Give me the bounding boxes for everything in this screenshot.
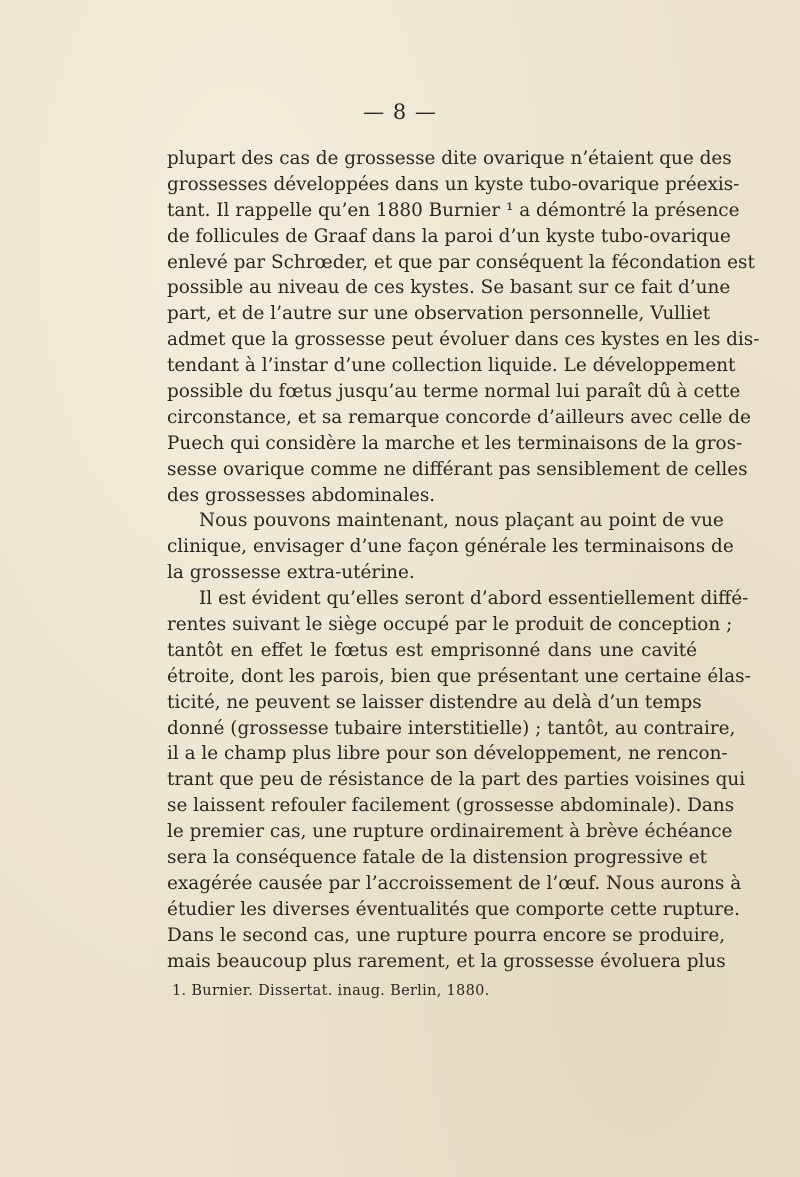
footnote: 1. Burnier. Dissertat. inaug. Berlin, 1880. — [172, 983, 490, 999]
text-line: des grossesses abdominales. — [167, 484, 436, 506]
text-line: le premier cas, une rupture ordinairement à brève échéance — [167, 821, 733, 843]
text-line: sera la conséquence fatale de la distension progressive et — [167, 847, 707, 869]
text-line: étroite, dont les parois, bien que présentant une certaine élas- — [167, 665, 751, 687]
text-line: tendant à l’instar d’une collection liquide. Le développement — [167, 355, 736, 377]
text-line: Puech qui considère la marche et les terminaisons de la gros- — [167, 432, 743, 454]
text-line: étudier les diverses éventualités que comporte cette rupture. — [167, 898, 740, 920]
text-line: possible du fœtus jusqu’au terme normal lui paraît dû à cette — [167, 381, 741, 403]
text-line: tantôt en effet le fœtus est emprisonné dans une cavité — [167, 639, 697, 661]
text-line: possible au niveau de ces kystes. Se basant sur ce fait d’une — [167, 277, 731, 299]
text-line: admet que la grossesse peut évoluer dans ces kystes en les dis- — [167, 329, 760, 351]
paragraph-start-line: Il est évident qu’elles seront d’abord essentiellement diffé- — [199, 588, 749, 610]
text-line: ticité, ne peuvent se laisser distendre au delà d’un temps — [167, 691, 702, 713]
paragraph-start-line: Nous pouvons maintenant, nous plaçant au point de vue — [199, 510, 724, 532]
text-line: circonstance, et sa remarque concorde d’ailleurs avec celle de — [167, 406, 751, 428]
text-line: plupart des cas de grossesse dite ovarique n’étaient que des — [167, 148, 732, 169]
text-line: Dans le second cas, une rupture pourra encore se produire, — [167, 924, 726, 946]
text-line: se laissent refouler facilement (grossesse abdominale). Dans — [167, 795, 735, 817]
text-line: tant. Il rappelle qu’en 1880 Burnier ¹ a démontré la présence — [167, 199, 740, 221]
text-line: trant que peu de résistance de la part des parties voisines qui — [167, 769, 746, 791]
text-line: de follicules de Graaf dans la paroi d’un kyste tubo-ovarique — [167, 225, 731, 247]
text-line: exagérée causée par l’accroissement de l’œuf. Nous aurons à — [167, 872, 742, 894]
text-line: part, et de l’autre sur une observation personnelle, Vulliet — [167, 303, 711, 325]
text-line: la grossesse extra-utérine. — [167, 562, 415, 584]
text-line: clinique, envisager d’une façon générale les terminaisons de — [167, 536, 734, 558]
text-line: sesse ovarique comme ne différant pas sensiblement de celles — [167, 458, 748, 480]
body-text — [167, 146, 760, 975]
text-line: il a le champ plus libre pour son développement, ne rencon- — [167, 743, 728, 765]
text-line: mais beaucoup plus rarement, et la grossesse évoluera plus — [167, 950, 726, 972]
text-line: donné (grossesse tubaire interstitielle) ; tantôt, au contraire, — [167, 717, 736, 739]
text-line: grossesses développées dans un kyste tubo-ovarique préexis- — [167, 173, 740, 195]
page-number: — 8 — — [363, 100, 437, 124]
text-line: rentes suivant le siège occupé par le produit de conception ; — [167, 614, 733, 636]
text-line: enlevé par Schrœder, et que par conséquent la fécondation est — [167, 251, 755, 273]
